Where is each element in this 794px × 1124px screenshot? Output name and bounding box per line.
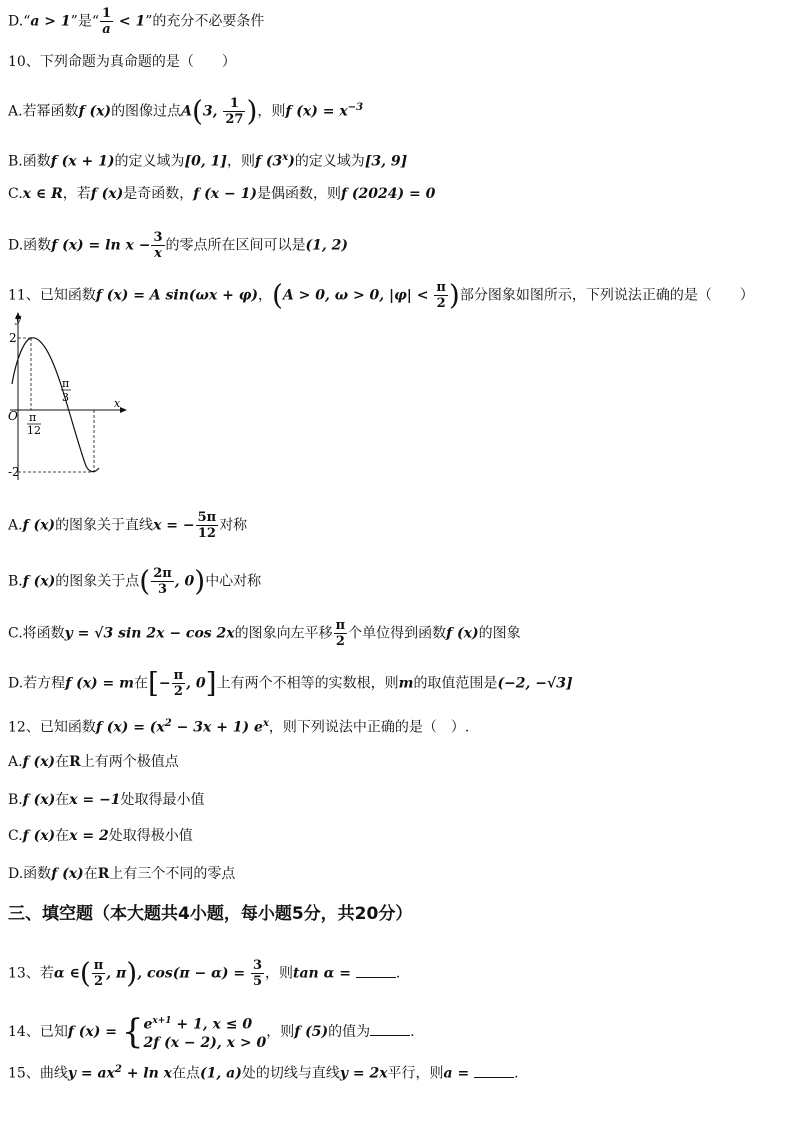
- fraction: $\frac{3}{x}$: [153, 230, 163, 261]
- fraction: $\frac{3}{5}$: [252, 958, 262, 989]
- q15: 15、曲线$y = ax^2 + \ln x$在点(1, a)处的切线与直线y = 2x平行，则a = .: [8, 1064, 519, 1082]
- q14: 14、已知f (x) = { $e^{x+1} + 1$, x ≤ 0 2f (x − 2), x > 0 ，则f (5)的值为 .: [8, 1011, 415, 1052]
- q11-option-b: B.f (x)的图象关于点( $\frac{2\pi}{3}$ , 0)中心对称: [8, 564, 262, 598]
- fraction: $\frac{1}{a}$: [101, 6, 112, 37]
- q12-option-c: C.f (x)在x = 2处取得极小值: [8, 828, 193, 844]
- q11-option-a: A.f (x)的图象关于直线x = − $\frac{5\pi}{12}$ 对称: [8, 510, 248, 541]
- fraction: $\frac{\pi}{2}$: [93, 958, 104, 989]
- q10-stem: 10、下列命题为真命题的是（ ）: [8, 54, 236, 70]
- section-heading: 三、填空题（本大题共4小题，每小题5分，共20分）: [8, 904, 413, 924]
- q11-stem: 11、已知函数f (x) = A sin(ωx + φ)，(A > 0, ω > 0, |φ| < $\frac{\pi}{2}$ )部分图象如图所示，下列说法正确的是（ ）: [8, 278, 754, 312]
- x-axis-label: x: [114, 397, 121, 410]
- q11-option-d: D.若方程f (x) = m在[− $\frac{\pi}{2}$ , 0]上有两个不相等的实数根，则m的取值范围是(−2, −√3]: [8, 666, 573, 700]
- sine-graph: [6, 310, 128, 482]
- x-axis-arrow: [120, 407, 127, 413]
- q12-option-b: B.f (x)在x = −1处取得最小值: [8, 792, 205, 808]
- q9-option-d: D.“a > 1”是“ $\frac{1}{a}$ < 1”的充分不必要条件: [8, 6, 265, 37]
- piecewise-cases: $e^{x+1} + 1$, x ≤ 0 2f (x − 2), x > 0: [143, 1016, 267, 1051]
- tick-pi12-den: 12: [27, 424, 41, 437]
- fraction: $\frac{\pi}{2}$: [335, 618, 346, 649]
- ymin-label: -2: [8, 465, 20, 479]
- q11-option-c: C.将函数y = √3 sin 2x − cos 2x的图象向左平移 $\frac{\pi}{2}$ 个单位得到函数f (x)的图象: [8, 618, 521, 649]
- answer-blank[interactable]: [356, 963, 396, 978]
- q13: 13、若α ∈( $\frac{\pi}{2}$ , π), cos(π − α) = $\frac{3}{5}$ ，则tan α = .: [8, 956, 401, 990]
- ymax-label: 2: [9, 331, 17, 345]
- q10-option-d: D.函数f (x) = ln x − $\frac{3}{x}$ 的零点所在区间可以是(1, 2): [8, 230, 349, 261]
- answer-blank[interactable]: [474, 1063, 514, 1078]
- y-axis-label: y: [15, 312, 22, 325]
- q10-option-a: A.若幂函数f (x)的图像过点A(3, $\frac{1}{27}$ )，则f $(x) = x^{-3}$: [8, 94, 364, 128]
- fraction: $\frac{1}{27}$: [225, 96, 244, 127]
- fraction: $\frac{\pi}{2}$: [173, 668, 184, 699]
- fraction: $\frac{2\pi}{3}$: [153, 566, 172, 597]
- q12-option-a: A.f (x)在R上有两个极值点: [8, 754, 179, 770]
- tick-pi3-num: π: [62, 377, 70, 390]
- origin-label: O: [8, 409, 18, 423]
- answer-blank[interactable]: [370, 1021, 410, 1036]
- q10-option-b: B.函数f (x + 1)的定义域为[0, 1]，则f (3$^x$)的定义域为[3, 9]: [8, 152, 408, 170]
- fraction: $\frac{5\pi}{12}$: [197, 510, 217, 541]
- q10-option-c: C.x ∈ R，若f (x)是奇函数，f (x − 1)是偶函数，则f (2024) = 0: [8, 186, 436, 202]
- q12-option-d: D.函数f (x)在R上有三个不同的零点: [8, 866, 236, 882]
- tick-pi12-num: π: [29, 411, 37, 424]
- fraction: $\frac{\pi}{2}$: [436, 280, 446, 311]
- sine-curve: [12, 338, 99, 472]
- tick-pi3-den: 3: [62, 391, 69, 404]
- q12-stem: 12、已知函数f $(x) = (x^2 - 3x + 1)$ $e^x$，则下列说法中正确的是（ ）.: [8, 718, 470, 736]
